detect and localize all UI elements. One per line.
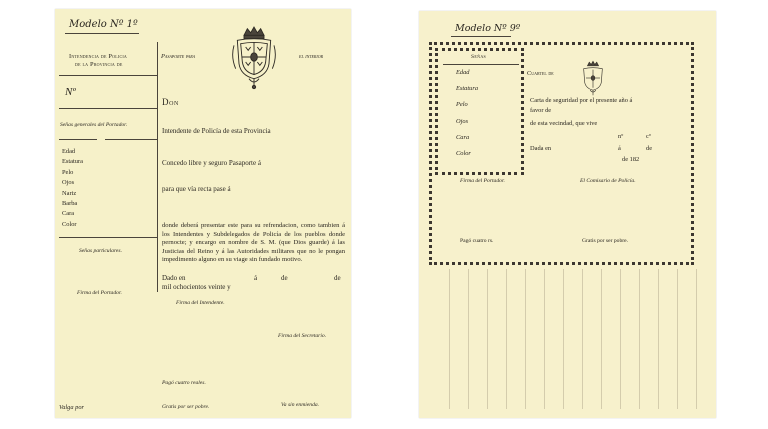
feature-item: Color bbox=[456, 149, 471, 157]
firma-portador-label: Firma del Portador. bbox=[460, 178, 505, 184]
numero-label: nº bbox=[618, 133, 624, 140]
intendencia-line2: de la Provincia de bbox=[75, 61, 123, 68]
intendencia-line1: Intendencia de Policia bbox=[69, 53, 127, 60]
numero-label: Nº bbox=[65, 86, 76, 98]
intendente-line: Intendente de Policía de esta Provincia bbox=[162, 127, 271, 135]
a-label: á bbox=[618, 145, 621, 152]
valga-por-label: Valga por bbox=[59, 404, 85, 411]
feature-item: Ojos bbox=[62, 179, 75, 187]
modelo-underline bbox=[451, 36, 511, 37]
feature-item: Edad bbox=[62, 148, 76, 155]
modelo-underline bbox=[65, 33, 139, 34]
divider bbox=[443, 64, 519, 65]
features-list bbox=[62, 149, 83, 232]
de-label-2: de bbox=[334, 274, 341, 282]
carta-line1: Carta de seguridad por el presente año á bbox=[530, 97, 633, 104]
year-label: de 182 bbox=[622, 156, 640, 163]
royal-coat-of-arms bbox=[229, 19, 279, 95]
modelo-label: Modelo Nº 1º bbox=[69, 19, 138, 30]
cuarto-label: cº bbox=[646, 133, 651, 140]
de-label: de bbox=[646, 145, 653, 152]
senas-label: Señas bbox=[471, 54, 487, 60]
feature-item: Pelo bbox=[62, 168, 74, 176]
gratis-label: Gratis por ser pobre. bbox=[582, 238, 628, 244]
carta-de-seguridad-document bbox=[419, 11, 716, 418]
feature-item: Estatura bbox=[456, 85, 479, 93]
divider bbox=[59, 237, 157, 238]
feature-item: Barba bbox=[62, 199, 78, 207]
pago-label: Pagó cuatro reales. bbox=[162, 380, 206, 386]
royal-coat-of-arms bbox=[579, 56, 607, 100]
feature-item: Ojos bbox=[456, 117, 469, 125]
feature-item: Nariz bbox=[62, 189, 77, 197]
feature-item: Pelo bbox=[456, 101, 468, 109]
dada-en-label: Dada en bbox=[530, 145, 552, 152]
mil-line: mil ochocientos veinte y bbox=[162, 283, 231, 291]
de-label: de bbox=[281, 274, 288, 282]
don-label: Don bbox=[162, 97, 179, 107]
el-interior-label: el interior bbox=[299, 53, 324, 60]
passport-document bbox=[55, 9, 351, 418]
cuartel-label: Cuartel de bbox=[527, 70, 554, 77]
carta-line2: favor de bbox=[530, 107, 552, 114]
feature-item: Estatura bbox=[62, 158, 83, 166]
column-divider bbox=[157, 42, 158, 292]
va-sin-enmienda-label: Va sin enmienda. bbox=[281, 402, 320, 408]
pago-label: Pagó cuatro rs. bbox=[460, 238, 494, 244]
para-que-line: para que vía recta pase á bbox=[162, 185, 231, 193]
modelo-label: Modelo Nº 9º bbox=[455, 23, 521, 34]
senas-particulares-label: Señas particulares. bbox=[79, 248, 122, 254]
concedo-line: Concedo libre y seguro Pasaporte á bbox=[162, 159, 261, 167]
senas-generales-label: Señas generales del Portador. bbox=[60, 122, 128, 128]
firma-intendente-label: Firma del Intendente. bbox=[176, 300, 225, 306]
comisario-label: El Comisario de Policía. bbox=[580, 178, 636, 184]
senas-box bbox=[435, 48, 524, 175]
divider bbox=[105, 139, 157, 140]
divider bbox=[59, 139, 97, 140]
pasaporte-para-label: Pasaporte para bbox=[161, 53, 196, 60]
divider bbox=[59, 75, 157, 76]
carta-line3: de esta vecindad, que vive bbox=[530, 120, 598, 127]
ruled-background bbox=[431, 269, 701, 409]
firma-portador-label: Firma del Portador. bbox=[77, 290, 122, 296]
feature-item: Cara bbox=[62, 210, 75, 218]
dado-en-label: Dado en bbox=[162, 274, 186, 282]
firma-secretario-label: Firma del Secretario. bbox=[278, 333, 327, 339]
features-list bbox=[456, 70, 478, 167]
feature-item: Color bbox=[62, 220, 77, 228]
body-paragraph: donde deberá presentar este para su refrendacion, como tambien á los Intendentes y Subdelegados de Policía de los pueblos donde pernocte; y encargo en nombre de S. M. (que Dios guarde) á las Justicias del Reino y á las Autoridades militares que no le pongan impedimento alguno en su viage sin fundado motivo. bbox=[162, 222, 345, 264]
feature-item: Cara bbox=[456, 133, 470, 141]
gratis-label: Gratis por ser pobre. bbox=[162, 404, 210, 410]
divider bbox=[59, 108, 157, 109]
feature-item: Edad bbox=[456, 69, 470, 76]
a-label: á bbox=[254, 274, 258, 282]
